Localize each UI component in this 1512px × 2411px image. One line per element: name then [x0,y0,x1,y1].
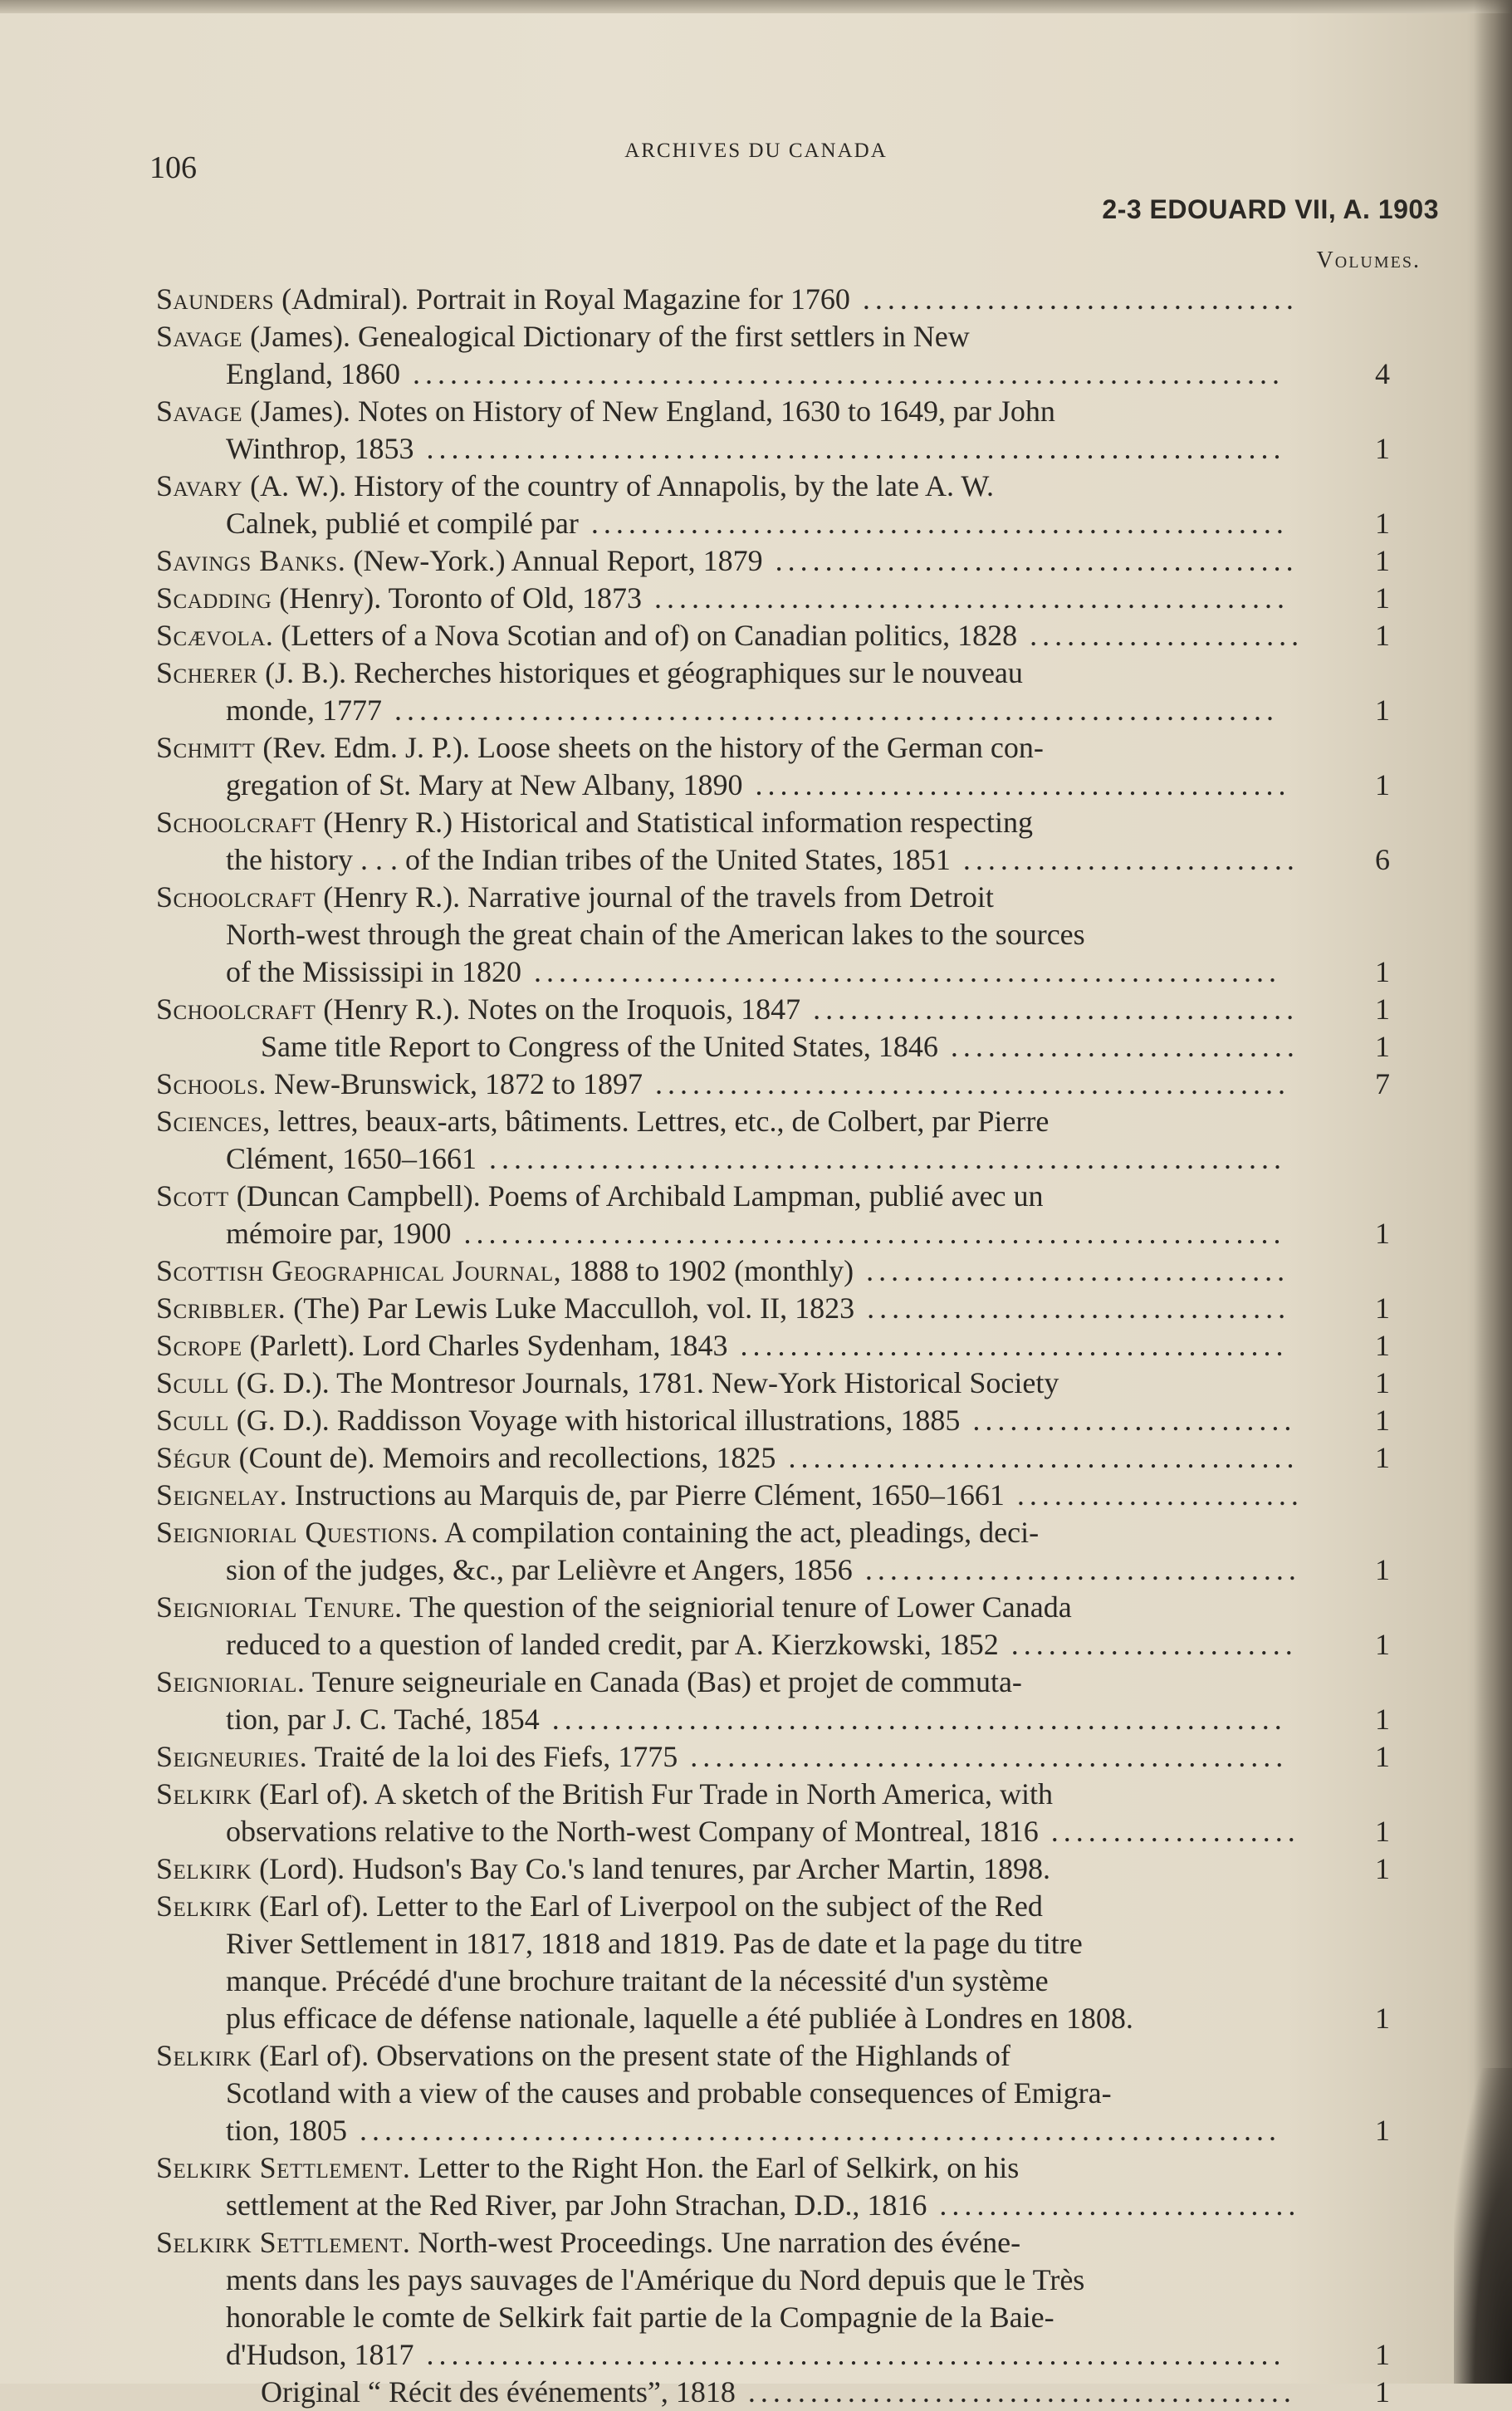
volume-count: 1 [1375,1366,1390,1399]
catalogue-entry [156,281,1310,318]
entry-text: manque. Précédé d'une brochure traitant de la nécessité d'un système [226,1964,1049,1997]
entry-heading: Selkirk [156,2039,252,2072]
dot-leader: ......................................... [776,1441,1299,1474]
entry-text: (Earl of). A sketch of the British Fur Trade in North America, with [259,1777,1054,1811]
entry-first-line [156,1850,1390,1888]
volume-count: 1 [1375,581,1390,615]
volume-count: 1 [1375,619,1390,652]
dot-leader: ....................................... [800,992,1299,1026]
entry-first-line [156,2037,1310,2075]
catalogue-entries [156,281,1390,2411]
catalogue-entry [156,879,1390,991]
entry-heading: Seigniorial Questions. [156,1516,439,1549]
volume-count: 1 [1375,1329,1390,1362]
entry-heading: Schoolcraft [156,880,316,914]
entry-first-line [156,654,1310,692]
entry-text: 1888 to 1902 (monthly) [569,1254,854,1287]
entry-heading: Sciences, [156,1105,271,1138]
entry-first-line [156,1402,1390,1439]
volume-count: 1 [1375,693,1390,727]
volume-count: 1 [1375,544,1390,577]
entry-text: Winthrop, 1853 [226,432,414,465]
entry-first-line [156,2149,1310,2187]
entry-first-line [156,1327,1390,1365]
dot-leader: ............................. [927,2188,1301,2222]
entry-heading: Scott [156,1179,229,1213]
volume-count: 1 [1375,768,1390,801]
entry-text: (G. D.). The Montresor Journals, 1781. New-York Historical Society [236,1366,1059,1399]
volume-count: 1 [1375,955,1390,988]
entry-text: Letter to the Right Hon. the Earl of Selkirk, on his [418,2151,1020,2184]
volume-count: 1 [1375,1404,1390,1437]
entry-text: lettres, beaux-arts, bâtiments. Lettres, etc., de Colbert, par Pierre [277,1105,1050,1138]
entry-first-line [156,804,1310,841]
entry-text: Traité de la loi des Fiefs, 1775 [314,1740,678,1773]
entry-text: settlement at the Red River, par John Strachan, D.D., 1816 [226,2188,927,2222]
entry-heading: Seignelay. [156,1478,288,1512]
volume-count: 1 [1375,1815,1390,1848]
volume-count: 1 [1375,1628,1390,1661]
volume-count: 1 [1375,2338,1390,2371]
entry-text: ments dans les pays sauvages de l'Amérique du Nord depuis que le Très [226,2263,1085,2296]
catalogue-entry [156,729,1390,804]
entry-heading: Schoolcraft [156,806,316,839]
volume-count: 1 [1375,1553,1390,1586]
entry-text: New-Brunswick, 1872 to 1897 [274,1067,643,1100]
catalogue-entry [156,1327,1390,1365]
entry-continuation-line [156,1701,1390,1738]
entry-first-line [156,1589,1310,1626]
entry-first-line [156,2224,1310,2262]
catalogue-entry [156,1888,1390,2037]
entry-text: the history . . . of the Indian tribes of the United States, 1851 [226,843,951,876]
catalogue-entry [156,393,1390,468]
dot-leader: ................................................... [643,1067,1290,1100]
volume-count: 1 [1375,1030,1390,1063]
catalogue-entry [156,542,1390,580]
entry-text: (Earl of). Letter to the Earl of Liverpool on the subject of the Red [259,1889,1043,1923]
catalogue-entry [156,1252,1310,1290]
entry-text: Clément, 1650–1661 [226,1142,477,1175]
volume-count: 1 [1375,432,1390,465]
catalogue-entry [156,2149,1310,2224]
entry-continuation-line [156,1140,1310,1178]
entry-continuation-line [156,692,1390,729]
entry-first-line [156,393,1310,430]
entry-text: (Duncan Campbell). Poems of Archibald Lampman, publié avec un [236,1179,1044,1213]
entry-first-line [156,1439,1390,1477]
entry-continuation-line [156,1551,1390,1589]
entry-first-line [156,1776,1310,1813]
entry-text: Same title Report to Congress of the United States, 1846 [261,1030,938,1063]
volume-count: 1 [1375,507,1390,540]
entry-continuation-line [156,430,1390,468]
entry-continuation-line [156,2187,1310,2224]
entry-heading: Scull [156,1366,229,1399]
catalogue-entry [156,617,1390,654]
entry-heading: Seigniorial. [156,1665,306,1698]
catalogue-entry [156,1850,1390,1888]
dot-leader: ....................................................................... [381,693,1279,727]
entry-text: tion, 1805 [226,2114,348,2147]
entry-heading: Schoolcraft [156,992,316,1026]
entry-text: d'Hudson, 1817 [226,2338,414,2371]
entry-first-line [156,729,1310,767]
entry-text: reduced to a question of landed credit, par A. Kierzkowski, 1852 [226,1628,999,1661]
running-title: ARCHIVES DU CANADA [624,140,888,162]
dot-leader: ................................... [849,282,1299,316]
entry-heading: Seigniorial Tenure. [156,1590,403,1624]
entry-text: mémoire par, 1900 [226,1217,452,1250]
entry-first-line [156,1888,1310,1925]
entry-text: (Henry). Toronto of Old, 1873 [279,581,643,615]
catalogue-entry [156,1290,1390,1327]
binding-shadow [1454,2068,1512,2384]
entry-heading: Scribbler. [156,1291,286,1325]
dot-leader: ................................... [852,1553,1301,1586]
dot-leader: ..................................................................... [413,2338,1286,2371]
catalogue-entry [156,804,1390,879]
volume-count: 1 [1375,992,1390,1026]
dot-leader: ........................................................ [578,507,1289,540]
entry-text: (Earl of). Observations on the present state of the Highlands of [259,2039,1010,2072]
catalogue-entry [156,580,1390,617]
dot-leader: .................................. [854,1291,1291,1325]
entry-text: tion, par J. C. Taché, 1854 [226,1703,540,1736]
dot-leader: ........................................................... [539,1703,1287,1736]
entry-continuation-line [156,2000,1390,2037]
volume-count: 1 [1375,1740,1390,1773]
entry-continuation-line [156,767,1390,804]
entry-text: Instructions au Marquis de, par Pierre Clément, 1650–1661 [295,1478,1005,1512]
entry-first-line [156,1738,1390,1776]
entry-first-line [156,542,1390,580]
entry-heading: Seigneuries. [156,1740,308,1773]
volume-count: 1 [1375,1441,1390,1474]
dot-leader: ....................... [1004,1478,1304,1512]
entry-heading: Schmitt [156,731,256,764]
entry-heading: Scull [156,1404,229,1437]
dot-leader: ................................................... [642,581,1290,615]
page-edge-shadow [1474,0,1512,2384]
dot-leader: ............................ [937,1030,1299,1063]
dot-leader: ................................................................ [476,1142,1286,1175]
entry-text: (The) Par Lewis Luke Macculloh, vol. II, 1823 [293,1291,855,1325]
catalogue-entry [156,1664,1390,1738]
entry-continuation-line [156,355,1390,393]
entry-continuation-line [156,1963,1310,2000]
entry-first-line [156,1066,1390,1103]
entry-heading: Scrope [156,1329,242,1362]
catalogue-entry [156,1738,1390,1776]
dot-leader: .................... [1038,1815,1300,1848]
entry-first-line [156,1365,1390,1402]
entry-heading: Savary [156,469,243,502]
catalogue-entry [156,2374,1390,2411]
dot-leader: ............................................ [735,2375,1296,2409]
entry-first-line [156,318,1310,355]
dot-leader: ..................................................................... [413,432,1286,465]
catalogue-entry [156,1439,1390,1477]
volume-count: 4 [1375,357,1390,390]
entry-heading: Schools. [156,1067,267,1100]
catalogue-entry [156,654,1390,729]
entry-continuation-line [156,2262,1310,2299]
entry-heading: Ségur [156,1441,232,1474]
dot-leader: ....................... [998,1628,1298,1661]
entry-text: plus efficace de défense nationale, laquelle a été publiée à Londres en 1808. [226,2002,1133,2035]
entry-first-line [156,991,1390,1028]
entry-text: England, 1860 [226,357,400,390]
entry-text: gregation of St. Mary at New Albany, 1890 [226,768,743,801]
catalogue-entry [156,468,1390,542]
dot-leader: ................................................ [678,1740,1289,1773]
entry-heading: Scævola. [156,619,274,652]
entry-continuation-line [156,1626,1390,1664]
entry-first-line [156,468,1310,505]
catalogue-entry [156,1365,1390,1402]
volume-count: 6 [1375,843,1390,876]
catalogue-entry [156,1402,1390,1439]
catalogue-entry [156,1477,1310,1514]
entry-text: (James). Notes on History of New England, 1630 to 1649, par John [250,394,1055,428]
entry-continuation-line [156,2299,1310,2336]
entry-text: (G. D.). Raddisson Voyage with historical illustrations, 1885 [236,1404,961,1437]
entry-first-line [156,879,1310,916]
catalogue-entry [156,1103,1310,1178]
entry-text: River Settlement in 1817, 1818 and 1819. Pas de date et la page du titre [226,1927,1083,1960]
entry-text: of the Mississipi in 1820 [226,955,522,988]
entry-text: Original “ Récit des événements”, 1818 [261,2375,736,2409]
catalogue-entry [156,2224,1390,2374]
catalogue-entry [156,1066,1390,1103]
entry-text: Tenure seigneuriale en Canada (Bas) et projet de commuta- [311,1665,1022,1698]
entry-text: Calnek, publié et compilé par [226,507,579,540]
entry-first-line [156,1477,1310,1514]
entry-first-line [156,1028,1390,1066]
entry-text: (Henry R.). Notes on the Iroquois, 1847 [323,992,801,1026]
entry-text: (A. W.). History of the country of Annapolis, by the late A. W. [250,469,994,502]
catalogue-entry [156,991,1390,1028]
entry-heading: Scherer [156,656,258,689]
entry-first-line [156,580,1390,617]
dot-leader: ........................... [950,843,1299,876]
page-number: 106 [149,150,197,185]
dot-leader: ............................................................ [521,955,1282,988]
entry-text: sion of the judges, &c., par Lelièvre et Angers, 1856 [226,1553,853,1586]
entry-continuation-line [156,2336,1390,2374]
entry-text: The question of the seigniorial tenure of Lower Canada [409,1590,1072,1624]
entry-first-line [156,1290,1390,1327]
entry-text: (Rev. Edm. J. P.). Loose sheets on the history of the German con- [262,731,1044,764]
entry-text: honorable le comte de Selkirk fait partie de la Compagnie de la Baie- [226,2301,1054,2334]
entry-continuation-line [156,1215,1390,1252]
entry-continuation-line [156,841,1390,879]
volume-count: 1 [1375,1703,1390,1736]
entry-text: (Admiral). Portrait in Royal Magazine for 1760 [281,282,850,316]
entry-heading: Savings Banks. [156,544,346,577]
entry-first-line [156,1178,1310,1215]
entry-text: (Letters of a Nova Scotian and of) on Canadian politics, 1828 [281,619,1018,652]
entry-heading: Selkirk Settlement. [156,2226,411,2259]
dot-leader: ........................................... [742,768,1291,801]
catalogue-entry [156,1589,1390,1664]
entry-continuation-line [156,953,1390,991]
dot-leader: .......................................................................... [347,2114,1282,2147]
entry-text: (James). Genealogical Dictionary of the first settlers in New [250,320,970,353]
volume-count: 1 [1375,1291,1390,1325]
entry-heading: Scottish Geographical Journal, [156,1254,562,1287]
entry-continuation-line [156,2075,1310,2112]
entry-first-line [156,1252,1310,1290]
entry-continuation-line [156,2112,1390,2149]
volume-count: 7 [1375,1067,1390,1100]
entry-continuation-line [156,505,1390,542]
catalogue-entry [156,318,1390,393]
entry-first-line [156,1664,1310,1701]
catalogue-entry [156,1776,1390,1850]
entry-heading: Scadding [156,581,272,615]
dot-leader: .................................. [854,1254,1290,1287]
entry-text: (Count de). Memoirs and recollections, 1825 [238,1441,776,1474]
entry-continuation-line [156,916,1310,953]
entry-text: (Henry R.). Narrative journal of the travels from Detroit [323,880,994,914]
entry-text: (New-York.) Annual Report, 1879 [353,544,763,577]
volume-count: 1 [1375,2002,1390,2035]
entry-heading: Savage [156,320,243,353]
entry-first-line [156,1103,1310,1140]
entry-continuation-line [156,1925,1310,1963]
dot-leader: ...................... [1017,619,1304,652]
entry-heading: Saunders [156,282,275,316]
entry-text: observations relative to the North-west Company of Montreal, 1816 [226,1815,1039,1848]
catalogue-entry [156,1178,1390,1252]
volume-count: 1 [1375,2375,1390,2409]
entry-text: Scotland with a view of the causes and probable consequences of Emigra- [226,2076,1112,2110]
entry-first-line [156,281,1310,318]
entry-text: (Lord). Hudson's Bay Co.'s land tenures, par Archer Martin, 1898. [259,1852,1050,1885]
entry-first-line [156,617,1390,654]
dot-leader: .......................................... [762,544,1299,577]
entry-heading: Savage [156,394,243,428]
volume-count: 1 [1375,1852,1390,1885]
catalogue-entry [156,2037,1390,2149]
session-label: 2-3 EDOUARD VII, A. 1903 [1102,194,1439,224]
entry-heading: Selkirk [156,1852,252,1885]
volumes-column-heading: Volumes. [1316,247,1421,273]
entry-heading: Selkirk [156,1777,252,1811]
dot-leader: ............................................ [727,1329,1289,1362]
volume-count: 1 [1375,1217,1390,1250]
entry-text: (J. B.). Recherches historiques et géographiques sur le nouveau [265,656,1023,689]
catalogue-entry [156,1514,1390,1589]
entry-heading: Selkirk Settlement. [156,2151,411,2184]
entry-text: A compilation containing the act, pleadings, deci- [444,1516,1040,1549]
dot-leader: .................................................................. [451,1217,1286,1250]
scan-top-border [0,0,1512,13]
entry-text: (Parlett). Lord Charles Sydenham, 1843 [249,1329,728,1362]
entry-first-line [156,1514,1310,1551]
entry-continuation-line [156,1813,1390,1850]
dot-leader: ...................................................................... [399,357,1284,390]
entry-first-line [156,2374,1390,2411]
catalogue-entry [156,1028,1390,1066]
entry-text: North-west Proceedings. Une narration des événe- [418,2226,1021,2259]
entry-text: monde, 1777 [226,693,382,727]
entry-heading: Selkirk [156,1889,252,1923]
volume-count: 1 [1375,2114,1390,2147]
entry-text: North-west through the great chain of the American lakes to the sources [226,918,1085,951]
dot-leader: .......................... [960,1404,1297,1437]
entry-text: (Henry R.) Historical and Statistical information respecting [323,806,1033,839]
